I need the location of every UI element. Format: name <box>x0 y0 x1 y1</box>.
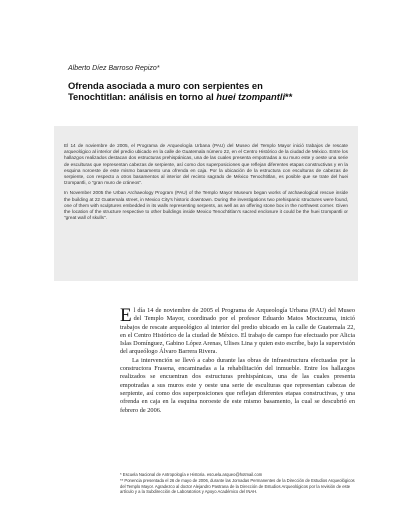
abstract-english: In November 2005 the Urban Archaeology Program (PAU) of the Templo Mayor Museum began works of archaeological rescue inside the building at 22 Guatemala street, in Mexico City's historic downtown. During the investigations two prehispanic structures were found, one of them with sculptures embedded in its walls representing serpents, as well as an offering stone box in the northwest corner. Given the location of the structure respective to other buildings inside Mexico Tenochtitlan's sacred enclosure it could be the huei tzompantli or "great wall of skulls". <box>64 190 348 221</box>
abstract-box <box>54 126 358 281</box>
title-line-1: Ofrenda asociada a muro con serpientes en <box>68 80 263 91</box>
drop-cap: E <box>120 305 132 326</box>
abstract-spanish: El 14 de noviembre de 2005, el Programa de Arqueología Urbana (PAU) del Museo del Templo Mayor inició trabajos de rescate arqueológico al interior del predio ubicado en la calle de Guatemala número 22, en el Centro Histórico de la ciudad de México. Entre los hallazgos realizados destacan dos estructuras prehispánicas, una de las cuales presenta empotradas a su muro este y oeste una serie de esculturas que representan cabezas de serpiente, así como dos superposiciones que reflejan diferentes etapas constructivas y en la esquina noroeste de este mismo basamento una ofrenda en caja. Por la ubicación de la estructura con esculturas de cabezas de serpiente, con respecto a otros basamentos al interior del recinto sagrado de México Tenochtitlan, es posible que se trate del huei tzompantli, o "gran muro de cráneos". <box>64 143 348 186</box>
title-suffix: ** <box>285 91 293 102</box>
title-line-2 <box>68 91 368 102</box>
body-paragraph-1 <box>120 307 355 357</box>
body-paragraph-2: La intervención se llevó a cabo durante las obras de infraestructura efectuadas por la constructora Frasena, encaminadas a la rehabilitación del inmueble. Entre los hallazgos realizados se encuentran dos estructuras prehispánicas, una de las cuales presenta empotradas a sus muros este y oeste una serie de esculturas que representan cabezas de serpiente, así como dos superposiciones que reflejan diferentes etapas constructivas, y una ofrenda en caja en la esquina noroeste de este mismo basamento, la cual se descubrió en febrero de 2006. <box>120 356 355 414</box>
title-italic-term: huei tzompantli <box>216 91 286 102</box>
body-paragraph-1-text: l día 14 de noviembre de 2005 el Programa de Arqueología Urbana (PAU) del Museo del Templo Mayor, coordinado por el profesor Eduardo Matos Moctezuma, inició trabajos de rescate arqueológico al interior del predio ubicado en la calle de Guatemala 22, en el Centro Histórico de la ciudad de México. El trabajo de campo fue efectuado por Alicia Islas Domínguez, Gabino López Arenas, Ulises Lina y quien esto escribe, bajo la supervisión del arqueólogo Álvaro Barrera Rivera. <box>120 307 355 356</box>
footnote-1: * Escuela Nacional de Antropología e Historia. escuela.arqueo@hotmail.com <box>120 472 263 477</box>
footnotes <box>120 472 355 496</box>
article-title <box>68 80 368 102</box>
title-line-2-text: Tenochtitlan: análisis en torno al <box>68 91 217 102</box>
article-body <box>120 307 355 421</box>
footnote-2: ** Ponencia presentada el 26 de mayo de 2006, durante las Jornadas Permanentes de la Dirección de Estudios Arqueológicos del Templo Mayor. Agradezco al doctor Alejandro Pastrana de la Dirección de Estudios Arqueológicos por la revisión de este artículo y a la Subdirección de Laboratorios y Apoyo Académico del INAH. <box>120 478 355 495</box>
author-name: Alberto Díez Barroso Repizo* <box>68 65 160 72</box>
